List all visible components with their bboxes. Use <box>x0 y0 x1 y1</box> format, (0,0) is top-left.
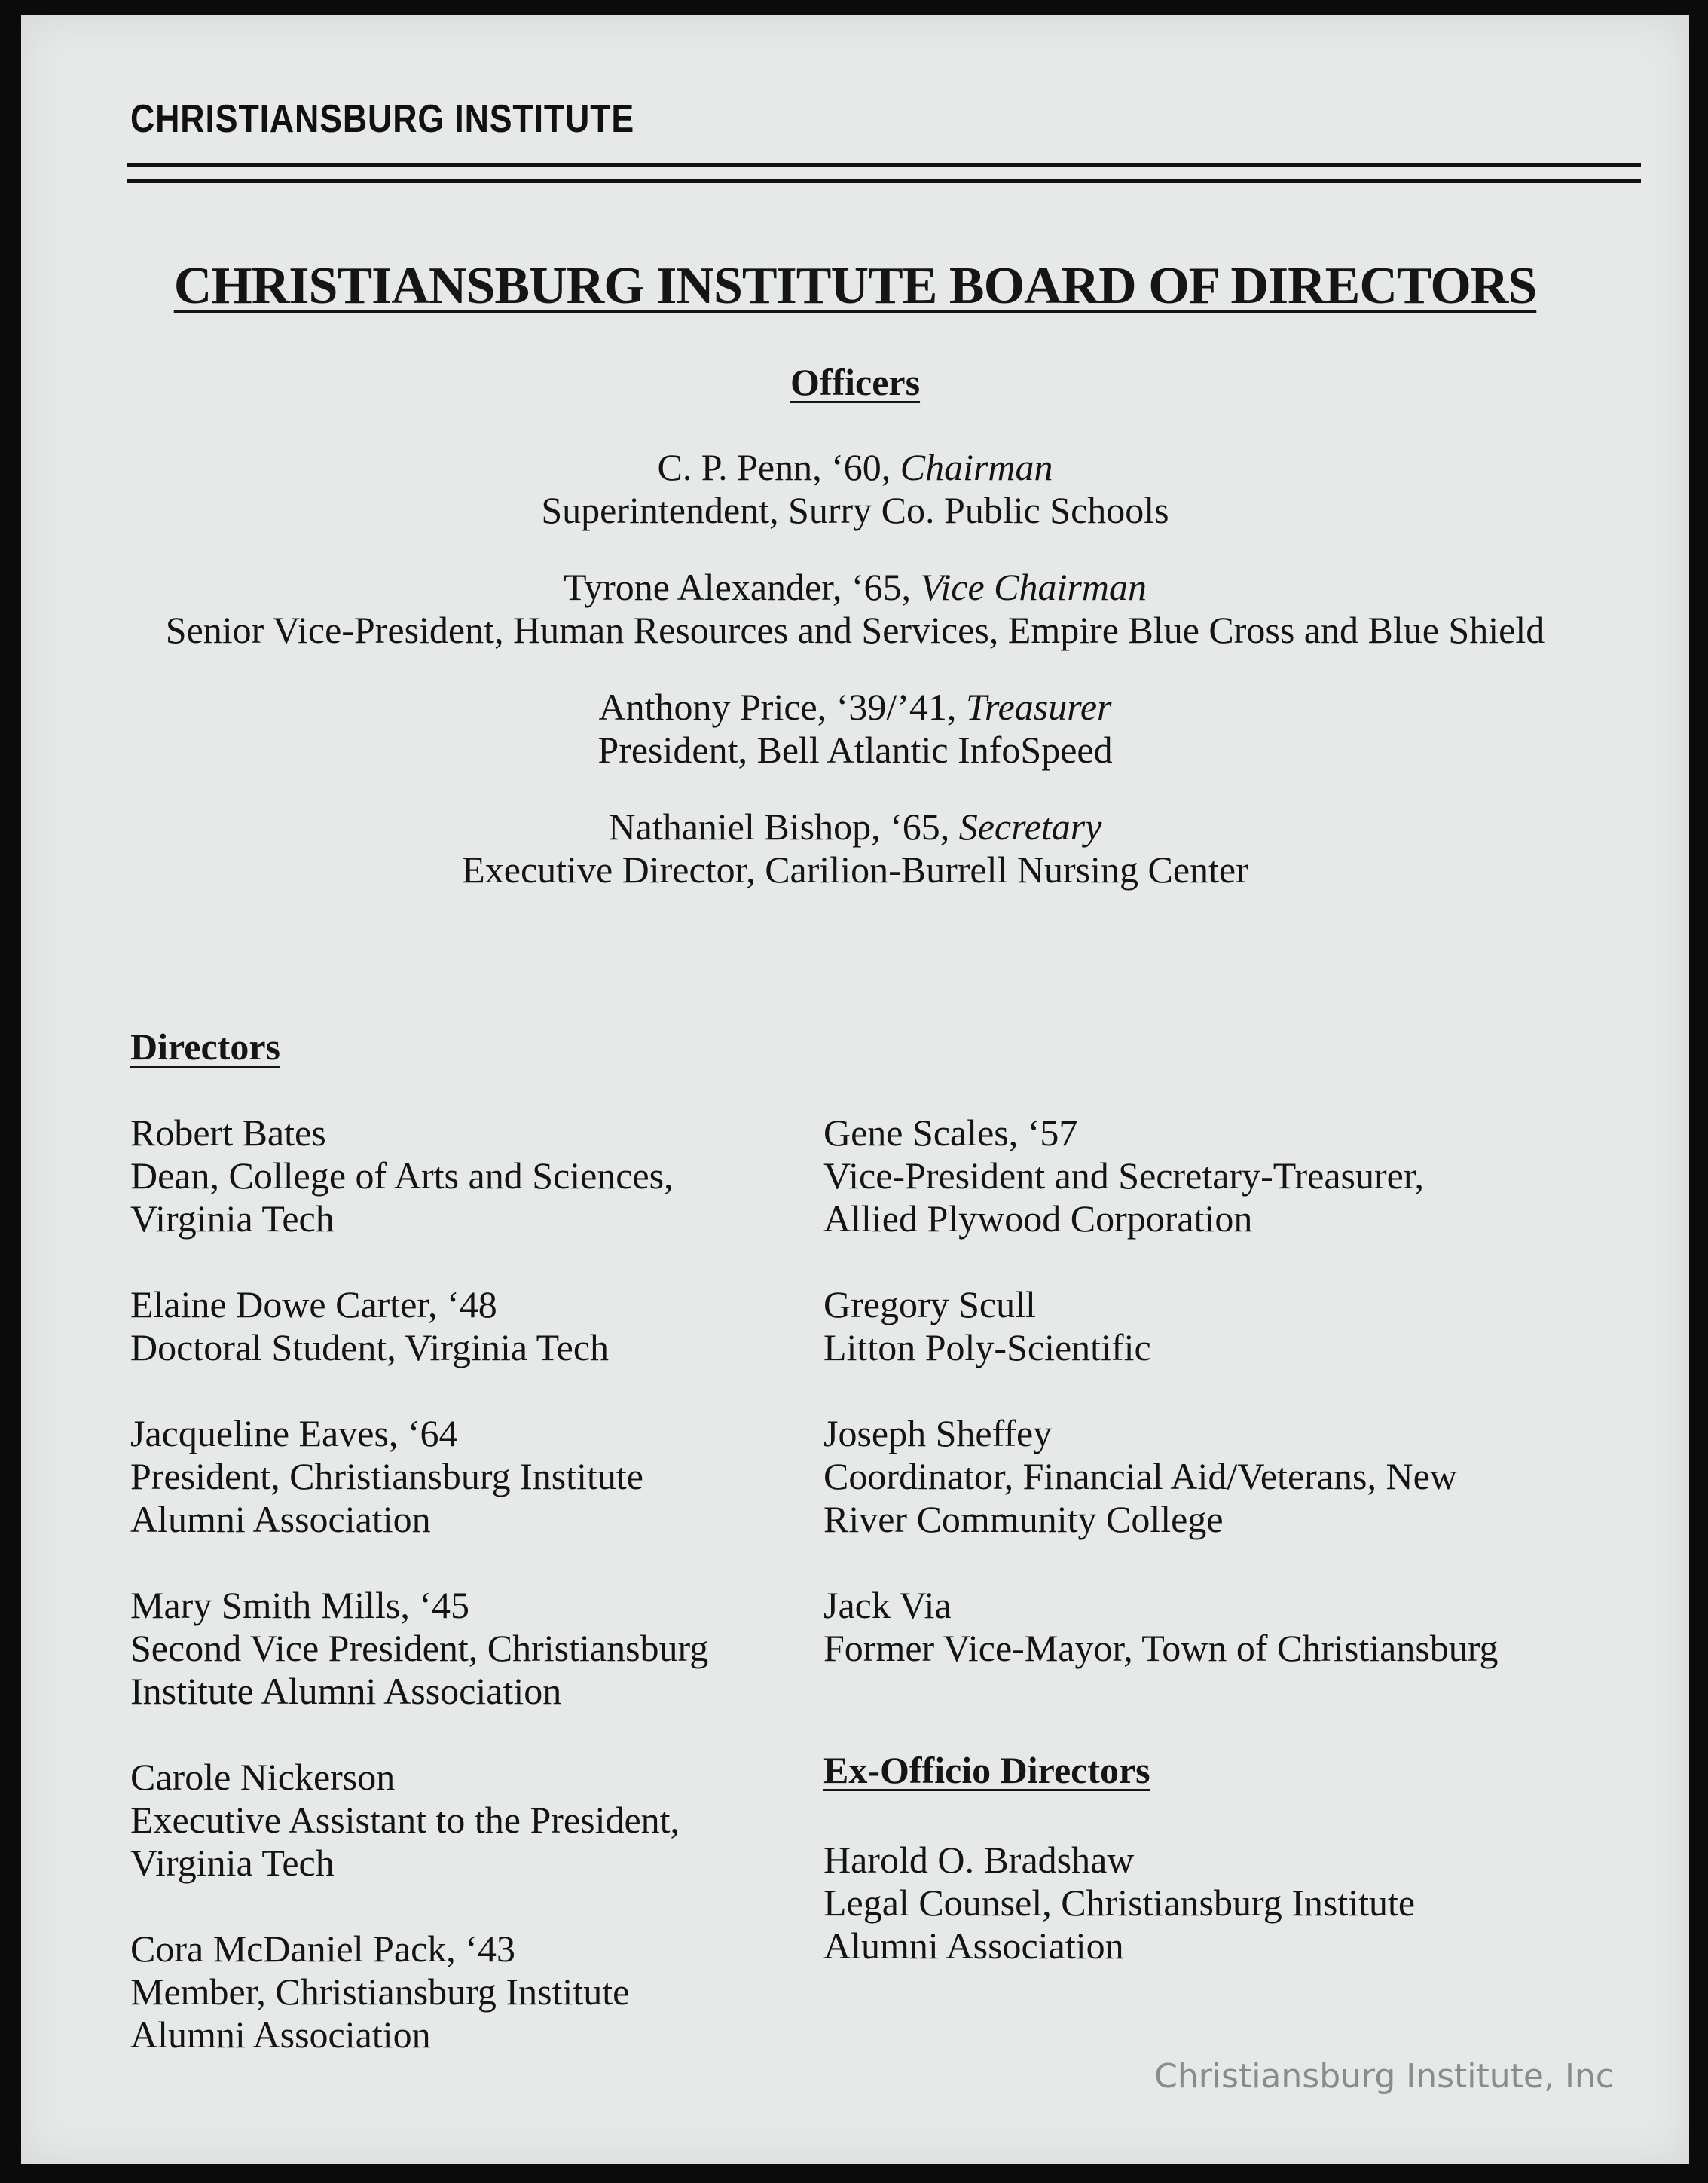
officer-title: Superintendent, Surry Co. Public Schools <box>541 489 1169 531</box>
header-rule-top <box>127 163 1641 167</box>
director-title: Allied Plywood Corporation <box>823 1197 1253 1240</box>
officer-title: Senior Vice-President, Human Resources and Services, Empire Blue Cross and Blue Shield <box>165 609 1545 651</box>
director-entry <box>130 1928 823 2056</box>
director-title: Executive Assistant to the President, <box>130 1799 680 1841</box>
director-name: Elaine Dowe Carter, ‘48 <box>130 1283 497 1325</box>
director-title: Virginia Tech <box>130 1842 335 1884</box>
director-name: Joseph Sheffey <box>823 1412 1053 1454</box>
director-entry <box>130 1412 823 1541</box>
director-name: Gene Scales, ‘57 <box>823 1111 1078 1154</box>
ex-officio-entry <box>823 1839 1637 1967</box>
director-entry <box>823 1283 1637 1369</box>
director-title: Former Vice-Mayor, Town of Christiansburg <box>823 1627 1499 1669</box>
officers-heading: Officers <box>790 361 921 403</box>
director-entry <box>823 1111 1637 1240</box>
officer-name: Tyrone Alexander, ‘65, <box>564 566 921 608</box>
director-name: Mary Smith Mills, ‘45 <box>130 1584 470 1626</box>
director-entry <box>130 1111 823 1240</box>
ex-officio-heading: Ex-Officio Directors <box>823 1749 1150 1791</box>
director-title: Litton Poly-Scientific <box>823 1326 1151 1368</box>
director-title: Second Vice President, Christiansburg <box>130 1627 709 1669</box>
officer-entry <box>112 566 1599 652</box>
document-page <box>21 15 1689 2164</box>
director-name: Gregory Scull <box>823 1283 1036 1325</box>
officer-entry <box>112 686 1599 772</box>
page-title: CHRISTIANSBURG INSTITUTE BOARD OF DIRECTORS <box>173 257 1537 315</box>
officer-title: Executive Director, Carilion-Burrell Nursing Center <box>462 848 1248 891</box>
officer-name-line <box>112 686 1599 729</box>
director-name: Robert Bates <box>130 1111 326 1154</box>
officer-name: Anthony Price, ‘39/’41, <box>598 686 966 728</box>
director-title: Vice-President and Secretary-Treasurer, <box>823 1154 1424 1197</box>
officers-list <box>112 446 1599 925</box>
ex-officio-list <box>823 1839 1637 2010</box>
director-entry <box>823 1412 1637 1541</box>
director-title: Alumni Association <box>130 1498 431 1540</box>
director-entry <box>130 1283 823 1369</box>
director-name: Jacqueline Eaves, ‘64 <box>130 1412 458 1454</box>
officer-title: President, Bell Atlantic InfoSpeed <box>597 729 1113 771</box>
director-title: Alumni Association <box>823 1925 1124 1967</box>
director-title: Member, Christiansburg Institute <box>130 1971 630 2013</box>
officer-name-line <box>112 446 1599 489</box>
officer-name-line <box>112 806 1599 848</box>
director-title: Doctoral Student, Virginia Tech <box>130 1326 610 1368</box>
director-title: President, Christiansburg Institute <box>130 1455 643 1497</box>
letterhead: CHRISTIANSBURG INSTITUTE <box>130 97 635 141</box>
director-name: Jack Via <box>823 1584 952 1626</box>
officer-role: Vice Chairman <box>920 566 1147 608</box>
officer-role: Chairman <box>900 446 1053 488</box>
director-name: Carole Nickerson <box>130 1756 396 1798</box>
directors-right-column <box>823 1111 1637 1713</box>
director-entry <box>130 1756 823 1885</box>
officer-role: Secretary <box>958 806 1102 848</box>
director-title: Legal Counsel, Christiansburg Institute <box>823 1882 1416 1924</box>
director-title: Coordinator, Financial Aid/Veterans, New <box>823 1455 1457 1497</box>
director-title: Alumni Association <box>130 2013 431 2056</box>
director-entry <box>823 1584 1637 1670</box>
director-title: Institute Alumni Association <box>130 1670 562 1712</box>
director-title: Dean, College of Arts and Sciences, <box>130 1154 674 1197</box>
director-entry <box>130 1584 823 1713</box>
officer-role: Treasurer <box>965 686 1112 728</box>
officer-entry <box>112 806 1599 891</box>
officer-name: C. P. Penn, ‘60, <box>657 446 900 488</box>
officer-entry <box>112 446 1599 532</box>
officer-name: Nathaniel Bishop, ‘65, <box>608 806 959 848</box>
officer-name-line <box>112 566 1599 609</box>
director-title: Virginia Tech <box>130 1197 335 1240</box>
directors-heading: Directors <box>130 1026 280 1068</box>
watermark: Christiansburg Institute, Inc <box>1154 2057 1614 2096</box>
director-title: River Community College <box>823 1498 1224 1540</box>
directors-left-column <box>130 1111 823 2099</box>
director-name: Cora McDaniel Pack, ‘43 <box>130 1928 515 1970</box>
header-rule-bottom <box>127 179 1641 183</box>
director-name: Harold O. Bradshaw <box>823 1839 1135 1881</box>
